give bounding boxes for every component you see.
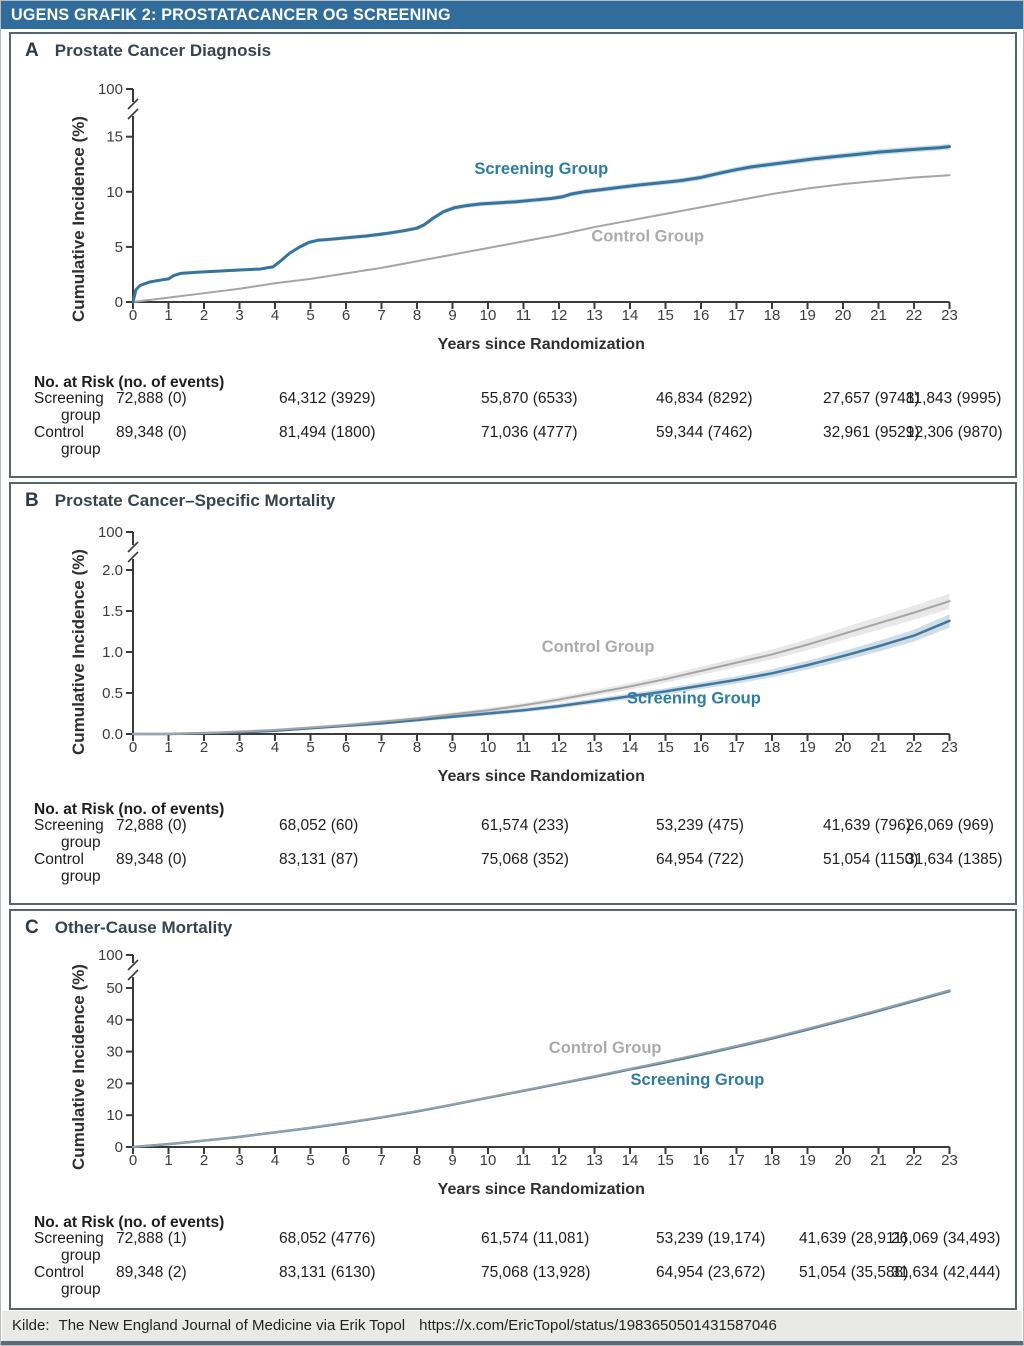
y-tick-label: 1.5 (102, 603, 123, 620)
x-tick-label: 12 (550, 1152, 568, 1169)
risk-cell: 72,888 (0) (116, 817, 187, 834)
risk-cell: 31,634 (1385) (906, 851, 1003, 868)
x-tick-label: 12 (550, 307, 568, 324)
x-tick-label: 21 (870, 1152, 887, 1169)
y-tick-label: 100 (97, 81, 123, 98)
panel-c-letter: C (25, 917, 39, 938)
risk-cell: 27,657 (9748) (823, 390, 920, 407)
risk-cell: 26,069 (34,493) (891, 1230, 1001, 1247)
x-tick-label: 6 (341, 739, 351, 756)
y-tick-label: 0 (114, 294, 123, 311)
x-tick-label: 22 (905, 307, 923, 324)
x-tick-label: 13 (586, 307, 603, 324)
x-tick-label: 4 (270, 307, 280, 324)
risk-cell: 75,068 (13,928) (481, 1264, 591, 1281)
x-tick-label: 15 (657, 1152, 674, 1169)
x-tick-label: 5 (306, 739, 315, 756)
x-tick-label: 19 (799, 307, 816, 324)
risk-cell: 72,888 (0) (116, 390, 187, 407)
risk-table-header: No. at Risk (no. of events) (34, 374, 225, 391)
risk-cell: 46,834 (8292) (656, 390, 753, 407)
x-tick-label: 12 (550, 739, 568, 756)
risk-cell: 68,052 (4776) (279, 1230, 376, 1247)
x-tick-label: 4 (270, 1152, 280, 1169)
x-tick-label: 3 (235, 1152, 244, 1169)
x-tick-label: 1 (164, 307, 173, 324)
x-tick-label: 20 (834, 739, 852, 756)
x-tick-label: 10 (479, 307, 497, 324)
x-tick-label: 20 (834, 1152, 852, 1169)
x-axis-label: Years since Randomization (437, 768, 645, 785)
risk-cell: 61,574 (233) (481, 817, 569, 834)
x-tick-label: 13 (586, 1152, 603, 1169)
confidence-band (133, 614, 950, 734)
risk-cell: 32,961 (9529) (823, 424, 920, 441)
x-axis-label: Years since Randomization (437, 336, 645, 353)
x-tick-label: 15 (657, 307, 674, 324)
x-tick-label: 21 (870, 307, 887, 324)
risk-cell: 72,888 (1) (116, 1230, 187, 1247)
risk-row-label: Screening (34, 1230, 104, 1247)
risk-cell: 89,348 (0) (116, 424, 187, 441)
risk-row-label: group (61, 1247, 101, 1264)
panel-c (9, 909, 1017, 1310)
x-tick-label: 8 (412, 739, 422, 756)
screening-group-label: Screening Group (630, 1070, 765, 1089)
risk-table-header: No. at Risk (no. of events) (34, 801, 225, 818)
x-tick-label: 11 (515, 739, 532, 756)
x-tick-label: 7 (377, 739, 386, 756)
risk-row-label: group (61, 868, 101, 885)
risk-cell: 64,312 (3929) (279, 390, 376, 407)
screening-group-curve (133, 991, 950, 1147)
risk-row-label: group (61, 407, 101, 424)
x-tick-label: 13 (586, 739, 603, 756)
y-axis-label: Cumulative Incidence (%) (69, 549, 88, 755)
x-tick-label: 15 (657, 739, 674, 756)
panel-c-chart (11, 941, 1015, 1211)
x-tick-label: 16 (692, 307, 710, 324)
x-tick-label: 18 (763, 1152, 781, 1169)
risk-row-label: Control (34, 851, 84, 868)
y-tick-label: 100 (97, 524, 123, 541)
y-tick-label: 0.5 (102, 685, 123, 702)
x-axis-label: Years since Randomization (437, 1181, 645, 1198)
risk-row-label: Screening (34, 817, 104, 834)
risk-cell: 12,306 (9870) (906, 424, 1003, 441)
y-tick-label: 50 (106, 980, 123, 997)
screening-group-label: Screening Group (474, 160, 609, 179)
x-tick-label: 23 (941, 739, 958, 756)
panel-b-title-row (25, 490, 335, 512)
control-group-label: Control Group (591, 227, 705, 246)
y-tick-label: 100 (97, 947, 123, 964)
control-group-curve (133, 601, 950, 734)
panel-b-chart (11, 513, 1015, 793)
x-tick-label: 0 (128, 1152, 138, 1169)
x-tick-label: 7 (377, 1152, 386, 1169)
x-tick-label: 20 (834, 307, 852, 324)
risk-cell: 64,954 (722) (656, 851, 744, 868)
panel-a (9, 32, 1017, 478)
panel-a-letter: A (25, 40, 39, 61)
panel-c-title: Other-Cause Mortality (54, 918, 233, 937)
risk-cell: 81,494 (1800) (279, 424, 376, 441)
risk-cell: 89,348 (2) (116, 1264, 187, 1281)
risk-cell: 41,639 (28,911) (799, 1230, 908, 1247)
x-tick-label: 17 (728, 307, 745, 324)
risk-cell: 51,054 (1150) (823, 851, 919, 868)
risk-cell: 55,870 (6533) (481, 390, 578, 407)
y-axis-label: Cumulative Incidence (%) (69, 116, 88, 322)
y-tick-label: 10 (106, 183, 123, 201)
risk-cell: 11,843 (9995) (906, 390, 1002, 407)
x-tick-label: 16 (692, 1152, 710, 1169)
y-tick-label: 40 (106, 1011, 123, 1029)
x-tick-label: 2 (199, 307, 209, 324)
risk-cell: 83,131 (87) (279, 851, 359, 868)
risk-cell: 59,344 (7462) (656, 424, 753, 441)
y-tick-label: 2.0 (102, 562, 123, 579)
x-tick-label: 6 (341, 307, 351, 324)
x-tick-label: 8 (412, 1152, 422, 1169)
x-tick-label: 14 (621, 1152, 639, 1169)
x-tick-label: 5 (306, 307, 315, 324)
panel-a-title: Prostate Cancer Diagnosis (54, 41, 272, 60)
risk-cell: 41,639 (796) (823, 817, 911, 834)
x-tick-label: 2 (199, 739, 209, 756)
x-tick-label: 3 (235, 739, 244, 756)
source-bar (2, 1311, 1022, 1341)
risk-row-label: group (61, 834, 101, 851)
bottom-bar (1, 1341, 1023, 1346)
x-tick-label: 5 (306, 1152, 315, 1169)
x-tick-label: 21 (870, 739, 887, 756)
x-tick-label: 8 (412, 307, 422, 324)
risk-cell: 61,574 (11,081) (481, 1230, 590, 1247)
risk-cell: 26,069 (969) (906, 817, 994, 834)
x-tick-label: 11 (515, 1152, 532, 1169)
y-tick-label: 1.0 (102, 644, 123, 661)
risk-cell: 68,052 (60) (279, 817, 359, 834)
x-tick-label: 6 (341, 1152, 351, 1169)
x-tick-label: 17 (728, 1152, 745, 1169)
x-tick-label: 16 (692, 739, 710, 756)
x-tick-label: 19 (799, 739, 816, 756)
banner (1, 1, 1023, 29)
risk-row-label: Control (34, 424, 84, 441)
x-tick-label: 23 (941, 307, 958, 324)
source-url: https://x.com/EricTopol/status/1983650501431587046 (419, 1317, 777, 1334)
panel-a-chart (11, 59, 1015, 359)
y-axis-label: Cumulative Incidence (%) (69, 964, 88, 1170)
control-group-curve (133, 990, 950, 1147)
screening-group-label: Screening Group (626, 689, 761, 708)
x-tick-label: 3 (235, 307, 244, 324)
risk-row-label: Control (34, 1264, 84, 1281)
x-tick-label: 7 (377, 307, 386, 324)
y-tick-label: 0.0 (102, 726, 123, 743)
x-tick-label: 2 (199, 1152, 209, 1169)
x-tick-label: 9 (448, 739, 457, 756)
risk-cell: 75,068 (352) (481, 851, 569, 868)
x-tick-label: 19 (799, 1152, 816, 1169)
control-group-label: Control Group (548, 1039, 662, 1058)
x-tick-label: 11 (515, 307, 532, 324)
control-group-curve (133, 175, 950, 302)
banner-title: UGENS GRAFIK 2: PROSTATACANCER OG SCREENING (11, 5, 451, 24)
y-tick-label: 15 (106, 128, 123, 146)
x-tick-label: 22 (905, 1152, 923, 1169)
risk-cell: 31,634 (42,444) (891, 1264, 1001, 1281)
x-tick-label: 10 (479, 739, 497, 756)
risk-table-header: No. at Risk (no. of events) (34, 1214, 225, 1231)
y-tick-label: 10 (106, 1107, 123, 1125)
x-tick-label: 0 (128, 739, 138, 756)
control-group-label: Control Group (541, 638, 655, 656)
source-label: Kilde: (12, 1317, 50, 1334)
x-tick-label: 0 (128, 307, 138, 324)
panel-c-title-row (25, 917, 232, 939)
x-tick-label: 22 (905, 739, 923, 756)
risk-cell: 89,348 (0) (116, 851, 187, 868)
x-tick-label: 1 (164, 1152, 173, 1169)
y-tick-label: 20 (106, 1075, 123, 1093)
risk-cell: 53,239 (19,174) (656, 1230, 766, 1247)
source-text: The New England Journal of Medicine via Erik Topol (58, 1317, 406, 1334)
y-tick-label: 5 (114, 238, 123, 256)
x-tick-label: 9 (448, 307, 457, 324)
risk-row-label: group (61, 441, 101, 458)
panel-b-title: Prostate Cancer–Specific Mortality (54, 491, 336, 510)
x-tick-label: 18 (763, 739, 781, 756)
x-tick-label: 10 (479, 1152, 497, 1169)
risk-cell: 53,239 (475) (656, 817, 744, 834)
y-tick-label: 30 (106, 1043, 123, 1061)
risk-cell: 51,054 (35,588) (799, 1264, 909, 1281)
x-tick-label: 14 (621, 739, 639, 756)
x-tick-label: 17 (728, 739, 745, 756)
risk-row-label: group (61, 1281, 101, 1298)
panel-b (9, 482, 1017, 905)
risk-cell: 71,036 (4777) (481, 424, 578, 441)
panel-b-letter: B (25, 490, 39, 511)
x-tick-label: 4 (270, 739, 280, 756)
x-tick-label: 23 (941, 1152, 958, 1169)
risk-cell: 83,131 (6130) (279, 1264, 376, 1281)
x-tick-label: 1 (164, 739, 173, 756)
y-tick-label: 0 (114, 1139, 123, 1156)
x-tick-label: 18 (763, 307, 781, 324)
x-tick-label: 14 (621, 307, 639, 324)
risk-cell: 64,954 (23,672) (656, 1264, 766, 1281)
x-tick-label: 9 (448, 1152, 457, 1169)
risk-row-label: Screening (34, 390, 104, 407)
